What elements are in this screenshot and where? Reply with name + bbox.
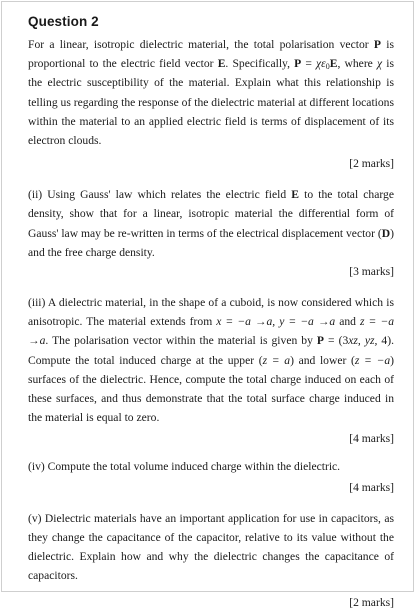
vector-p: P (294, 57, 302, 71)
text-run: ) and lower ( (290, 353, 355, 367)
math-range-xy: x = −a →a, y = −a →a (216, 315, 336, 329)
text-run: , where (337, 57, 377, 71)
vector-d: D (381, 226, 391, 240)
text-run: For a linear, isotropic dielectric material, the total polarisation vector (28, 38, 374, 51)
text-run: is the electric susceptibility of the material. Explain what this relationship is telling us regarding the response of the dielectric material at different locations within the material to an applied electric field is terms of displacement of its electron clouds. (28, 57, 394, 148)
part4-marks: [4 marks] (349, 480, 394, 494)
symbol-epsilon: ε (321, 57, 326, 71)
vector-p: P (373, 38, 381, 51)
symbol-chi: χ (316, 57, 322, 71)
part5-marks: [2 marks] (349, 596, 394, 610)
text-run: (ii) Using Gauss' law which relates the electric field (28, 188, 292, 202)
symbol-chi: χ (376, 57, 383, 71)
part2-marks: [3 marks] (349, 265, 394, 279)
question-document (28, 14, 394, 612)
text-run: is proportional to the electric field vector (28, 38, 394, 71)
text-run: (iii) A dielectric material, in the shape of a cuboid, is now considered which is anisotropic. The material extends from (28, 296, 394, 329)
part2-paragraph (28, 185, 394, 262)
question-heading: Question 2 (28, 14, 99, 29)
math-components: xz, yz, (348, 334, 378, 348)
math-upper-surface: z = a (262, 353, 291, 367)
text-run: . Specifically, (225, 57, 295, 71)
subscript-zero: 0 (325, 62, 330, 72)
part5-paragraph: (v) Dielectric materials have an important application for use in capacitors, as they change the capacitance of the capacitor, relative to its value without the dielectric. Explain how and why the dielectric changes the capacitance of capacitors. (28, 511, 394, 583)
part4-paragraph: (iv) Compute the total volume induced charge within the dielectric. (28, 460, 341, 474)
vector-e: E (291, 188, 299, 202)
part3-paragraph (28, 293, 394, 427)
intro-paragraph (28, 35, 394, 150)
text-run: = (301, 57, 317, 71)
text-run: ) and the free charge density. (28, 226, 394, 259)
vector-p: P (316, 334, 325, 348)
part3-marks: [4 marks] (349, 432, 394, 446)
text-run: . The polarisation vector within the material is given by (45, 334, 317, 348)
text-run: = (3 (324, 334, 349, 348)
text-run: and (335, 315, 360, 329)
vector-e: E (329, 57, 338, 71)
text-run: ) surfaces of the dielectric. Hence, compute the total charge induced on each of these surfaces, and thus demonstrate that the total surface charge induced in the material is equal to zero. (28, 353, 394, 425)
math-range-z: z = −a →a (28, 315, 394, 348)
intro-marks: [2 marks] (349, 157, 394, 171)
text-run: 4). Compute the total induced charge at the upper ( (28, 334, 394, 367)
text-run: to the total charge density, show that for a linear, isotropic material the differential form of Gauss' law may be re-written in terms of the electrical displacement vector ( (28, 188, 394, 240)
vector-e: E (217, 57, 226, 71)
math-lower-surface: z = −a (354, 353, 391, 367)
